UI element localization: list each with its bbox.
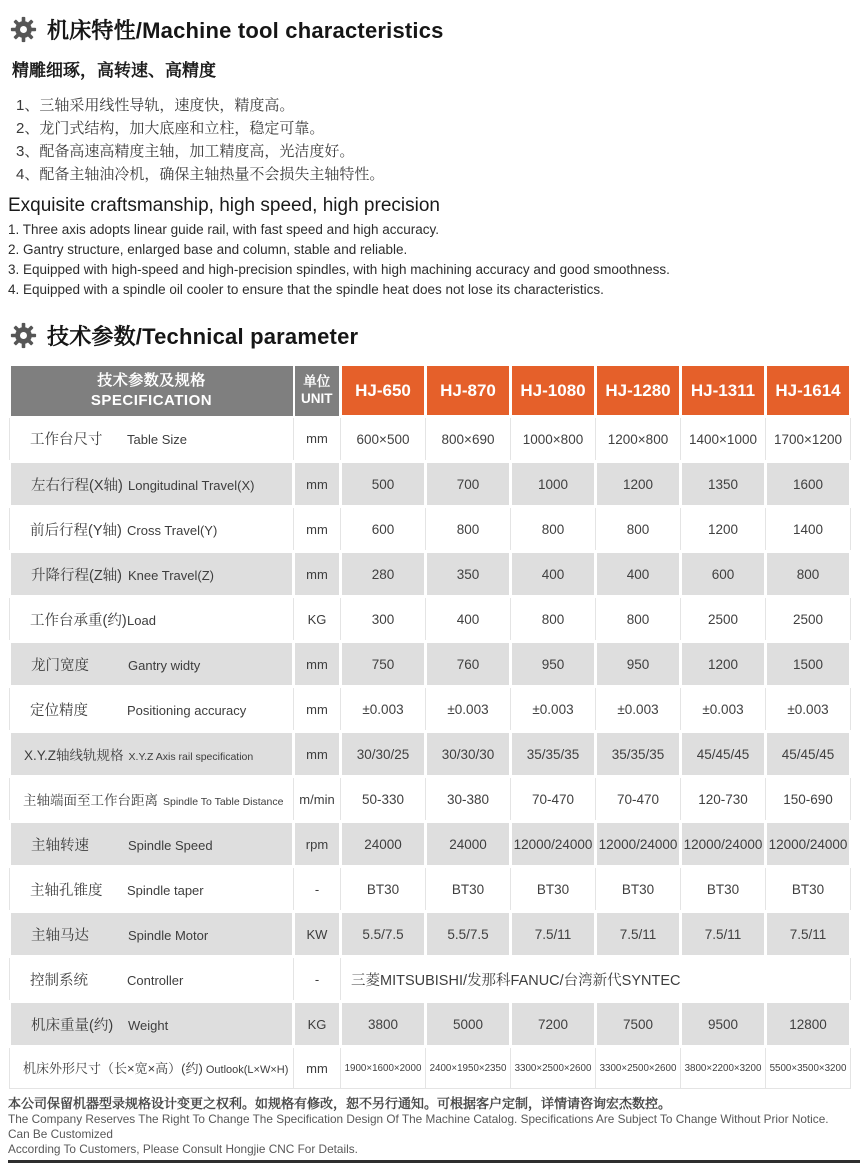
table-row <box>10 687 851 732</box>
spec-label-cn: 控制系统 <box>30 972 88 989</box>
feature-list-en <box>8 220 852 300</box>
spec-label-en: Spindle To Table Distance <box>163 795 284 808</box>
value-cell: 1000 <box>511 462 596 507</box>
spec-label-cn: 定位精度 <box>30 702 88 719</box>
section1-subtitle: 精雕细琢，高转速、高精度 <box>12 61 216 80</box>
value-cell: 1200 <box>681 507 766 552</box>
value-cell: 1200 <box>596 462 681 507</box>
spec-cell <box>10 1002 294 1047</box>
unit-cell: mm <box>294 687 341 732</box>
value-cell: BT30 <box>681 867 766 912</box>
spec-label-en: Spindle Speed <box>128 837 213 853</box>
spec-label-cn: 升降行程(Z轴) <box>31 567 123 584</box>
unit-cell: - <box>294 867 341 912</box>
feature-item-en: 1. Three axis adopts linear guide rail, with fast speed and high accuracy. <box>8 222 439 237</box>
value-cell: 800 <box>426 507 511 552</box>
value-cell: 500 <box>341 462 426 507</box>
value-cell: 70-470 <box>596 777 681 822</box>
spec-cell <box>10 1047 294 1089</box>
value-cell: 7.5/11 <box>596 912 681 957</box>
value-cell: 1400×1000 <box>681 417 766 462</box>
unit-cell: mm <box>294 732 341 777</box>
spec-label-en: X.Y.Z Axis rail specification <box>128 750 254 763</box>
spec-cell <box>10 957 294 1002</box>
model-column-header: HJ-1614 <box>766 365 851 417</box>
value-cell: 400 <box>596 552 681 597</box>
value-cell: 300 <box>341 597 426 642</box>
value-cell: ±0.003 <box>341 687 426 732</box>
value-cell: 120-730 <box>681 777 766 822</box>
value-cell: 950 <box>596 642 681 687</box>
value-cell: 12800 <box>766 1002 851 1047</box>
spec-label-cn: 左右行程(X轴) <box>31 477 123 494</box>
value-cell: 5500×3500×3200 <box>766 1047 851 1089</box>
footer-disclaimer-en-line1: The Company Reserves The Right To Change The Specification Design Of The Machine Catalog. Specifications Are Subject To Change Without Prior Notice. Can Be Customized <box>8 1112 829 1141</box>
unit-cell: mm <box>294 417 341 462</box>
value-cell: ±0.003 <box>426 687 511 732</box>
spec-label-cn: 主轴端面至工作台距离 <box>23 792 158 808</box>
merged-value-cell: 三菱MITSUBISHI/发那科FANUC/台湾新代SYNTEC <box>341 957 851 1002</box>
value-cell: 800 <box>596 597 681 642</box>
technical-parameter-table <box>8 363 852 1089</box>
spec-label-en: Gantry widty <box>128 657 201 673</box>
value-cell: BT30 <box>766 867 851 912</box>
model-column-header: HJ-1280 <box>596 365 681 417</box>
value-cell: 1700×1200 <box>766 417 851 462</box>
value-cell: 1400 <box>766 507 851 552</box>
value-cell: 400 <box>511 552 596 597</box>
spec-cell <box>10 912 294 957</box>
unit-cell: KG <box>294 1002 341 1047</box>
spec-label-cn: 龙门宽度 <box>31 657 89 674</box>
value-cell: 1900×1600×2000 <box>341 1047 426 1089</box>
spec-label-cn: 机床外形尺寸（长×宽×高）(约) <box>23 1061 203 1076</box>
spec-cell <box>10 597 294 642</box>
value-cell: BT30 <box>426 867 511 912</box>
spec-cell <box>10 732 294 777</box>
value-cell: 5.5/7.5 <box>426 912 511 957</box>
value-cell: 800 <box>596 507 681 552</box>
spec-label-en: Weight <box>128 1017 169 1033</box>
technical-parameter-header <box>10 320 852 351</box>
value-cell: 70-470 <box>511 777 596 822</box>
value-cell: 7.5/11 <box>511 912 596 957</box>
spec-label-en: Knee Travel(Z) <box>128 567 214 583</box>
unit-cell: mm <box>294 507 341 552</box>
spec-cell <box>10 642 294 687</box>
value-cell: ±0.003 <box>511 687 596 732</box>
value-cell: 7500 <box>596 1002 681 1047</box>
unit-cell: mm <box>294 552 341 597</box>
feature-item-en: 2. Gantry structure, enlarged base and column, stable and reliable. <box>8 242 408 257</box>
value-cell: 1200 <box>681 642 766 687</box>
value-cell: 24000 <box>426 822 511 867</box>
value-cell: 280 <box>341 552 426 597</box>
value-cell: 12000/24000 <box>766 822 851 867</box>
table-row <box>10 462 851 507</box>
value-cell: 1500 <box>766 642 851 687</box>
value-cell: 3800 <box>341 1002 426 1047</box>
value-cell: 600 <box>681 552 766 597</box>
table-row <box>10 1002 851 1047</box>
value-cell: 24000 <box>341 822 426 867</box>
value-cell: 12000/24000 <box>596 822 681 867</box>
machine-characteristics-header <box>10 14 852 45</box>
value-cell: BT30 <box>341 867 426 912</box>
value-cell: 600×500 <box>341 417 426 462</box>
table-row <box>10 957 851 1002</box>
value-cell: ±0.003 <box>596 687 681 732</box>
value-cell: 9500 <box>681 1002 766 1047</box>
spec-label-cn: 前后行程(Y轴) <box>30 522 122 539</box>
model-column-header: HJ-1311 <box>681 365 766 417</box>
table-header-row <box>10 365 851 417</box>
unit-cell: mm <box>294 462 341 507</box>
value-cell: 12000/24000 <box>511 822 596 867</box>
section-title-technical-parameter: 技术参数/Technical parameter <box>47 324 359 349</box>
value-cell: 7.5/11 <box>681 912 766 957</box>
value-cell: 7200 <box>511 1002 596 1047</box>
unit-cell: mm <box>294 1047 341 1089</box>
unit-column-header <box>294 365 341 417</box>
value-cell: 2400×1950×2350 <box>426 1047 511 1089</box>
value-cell: 350 <box>426 552 511 597</box>
feature-list-cn <box>16 94 852 186</box>
spec-label-en: Positioning accuracy <box>127 702 247 718</box>
value-cell: 1000×800 <box>511 417 596 462</box>
table-row <box>10 912 851 957</box>
spec-cell <box>10 777 294 822</box>
value-cell: 30/30/30 <box>426 732 511 777</box>
section-title-machine-characteristics: 机床特性/Machine tool characteristics <box>47 18 444 43</box>
gear-icon <box>10 322 37 349</box>
value-cell: 12000/24000 <box>681 822 766 867</box>
spec-label-cn: X.Y.Z轴线轨规格 <box>24 747 124 763</box>
value-cell: 2500 <box>681 597 766 642</box>
footer-disclaimer-en-line2: According To Customers, Please Consult Hongjie CNC For Details. <box>8 1142 358 1156</box>
gear-icon <box>10 16 37 43</box>
spec-label-en: Spindle taper <box>127 882 204 898</box>
value-cell: 800×690 <box>426 417 511 462</box>
unit-cell: rpm <box>294 822 341 867</box>
spec-cell <box>10 462 294 507</box>
value-cell: 400 <box>426 597 511 642</box>
value-cell: 1350 <box>681 462 766 507</box>
value-cell: 5.5/7.5 <box>341 912 426 957</box>
value-cell: 150-690 <box>766 777 851 822</box>
spec-label-cn: 主轴转速 <box>31 837 89 854</box>
table-row <box>10 597 851 642</box>
table-row <box>10 1047 851 1089</box>
feature-item-en: 3. Equipped with high-speed and high-precision spindles, with high machining accuracy and good smoothness. <box>8 262 670 277</box>
value-cell: 800 <box>511 597 596 642</box>
spec-label-cn: 工作台承重(约) <box>30 612 127 629</box>
value-cell: 600 <box>341 507 426 552</box>
spec-cell <box>10 867 294 912</box>
spec-label-en: Spindle Motor <box>128 927 209 943</box>
value-cell: 50-330 <box>341 777 426 822</box>
unit-cell: mm <box>294 642 341 687</box>
unit-cell: KW <box>294 912 341 957</box>
feature-heading-en: Exquisite craftsmanship, high speed, high precision <box>8 195 440 216</box>
spec-header-en: SPECIFICATION <box>90 391 213 409</box>
spec-label-cn: 主轴孔锥度 <box>30 882 103 899</box>
table-body <box>10 417 851 1089</box>
value-cell: ±0.003 <box>681 687 766 732</box>
table-row <box>10 507 851 552</box>
unit-cell: - <box>294 957 341 1002</box>
value-cell: 45/45/45 <box>681 732 766 777</box>
feature-item-cn: 3、配备高速高精度主轴，加工精度高，光洁度好。 <box>16 143 355 160</box>
spec-column-header <box>10 365 294 417</box>
value-cell: 35/35/35 <box>596 732 681 777</box>
value-cell: 3300×2500×2600 <box>596 1047 681 1089</box>
value-cell: 1600 <box>766 462 851 507</box>
table-row <box>10 642 851 687</box>
spec-label-en: Controller <box>127 972 184 988</box>
spec-label-cn: 主轴马达 <box>31 927 89 944</box>
value-cell: BT30 <box>511 867 596 912</box>
model-column-header: HJ-870 <box>426 365 511 417</box>
value-cell: 45/45/45 <box>766 732 851 777</box>
spec-label-en: Load <box>127 612 156 628</box>
value-cell: 3300×2500×2600 <box>511 1047 596 1089</box>
table-row <box>10 867 851 912</box>
value-cell: 750 <box>341 642 426 687</box>
table-row <box>10 552 851 597</box>
feature-item-cn: 1、三轴采用线性导轨，速度快，精度高。 <box>16 97 295 114</box>
unit-cell: KG <box>294 597 341 642</box>
value-cell: 700 <box>426 462 511 507</box>
spec-cell <box>10 507 294 552</box>
unit-cell: m/min <box>294 777 341 822</box>
spec-header-cn: 技术参数及规格 <box>97 372 206 389</box>
spec-cell <box>10 822 294 867</box>
value-cell: 950 <box>511 642 596 687</box>
unit-header-en: UNIT <box>301 390 333 406</box>
model-column-header: HJ-650 <box>341 365 426 417</box>
table-row <box>10 417 851 462</box>
value-cell: 800 <box>766 552 851 597</box>
spec-label-cn: 机床重量(约) <box>31 1017 114 1034</box>
value-cell: 7.5/11 <box>766 912 851 957</box>
spec-label-cn: 工作台尺寸 <box>30 432 103 449</box>
table-row <box>10 777 851 822</box>
value-cell: 30/30/25 <box>341 732 426 777</box>
unit-header-cn: 单位 <box>303 374 331 390</box>
value-cell: 30-380 <box>426 777 511 822</box>
feature-item-en: 4. Equipped with a spindle oil cooler to ensure that the spindle heat does not lose its characteristics. <box>8 282 604 297</box>
table-row <box>10 732 851 777</box>
value-cell: 1200×800 <box>596 417 681 462</box>
spec-label-en: Cross Travel(Y) <box>127 522 218 538</box>
feature-item-cn: 2、龙门式结构，加大底座和立柱，稳定可靠。 <box>16 120 325 137</box>
spec-label-en: Longitudinal Travel(X) <box>128 477 255 493</box>
value-cell: 800 <box>511 507 596 552</box>
feature-item-cn: 4、配备主轴油冷机，确保主轴热量不会损失主轴特性。 <box>16 166 385 183</box>
spec-cell <box>10 552 294 597</box>
value-cell: 5000 <box>426 1002 511 1047</box>
value-cell: 760 <box>426 642 511 687</box>
value-cell: 3800×2200×3200 <box>681 1047 766 1089</box>
model-column-header: HJ-1080 <box>511 365 596 417</box>
value-cell: 2500 <box>766 597 851 642</box>
footer-disclaimer-cn: 本公司保留机器型录规格设计变更之权利。如规格有修改，恕不另行通知。可根据客户定制，详情请咨询宏杰数控。 <box>8 1096 672 1111</box>
value-cell: BT30 <box>596 867 681 912</box>
spec-cell <box>10 687 294 732</box>
value-cell: ±0.003 <box>766 687 851 732</box>
spec-cell <box>10 417 294 462</box>
spec-label-en: Table Size <box>127 432 187 448</box>
footer <box>8 1096 852 1163</box>
spec-label-en: Outlook(L×W×H) <box>205 1064 289 1076</box>
table-row <box>10 822 851 867</box>
value-cell: 35/35/35 <box>511 732 596 777</box>
